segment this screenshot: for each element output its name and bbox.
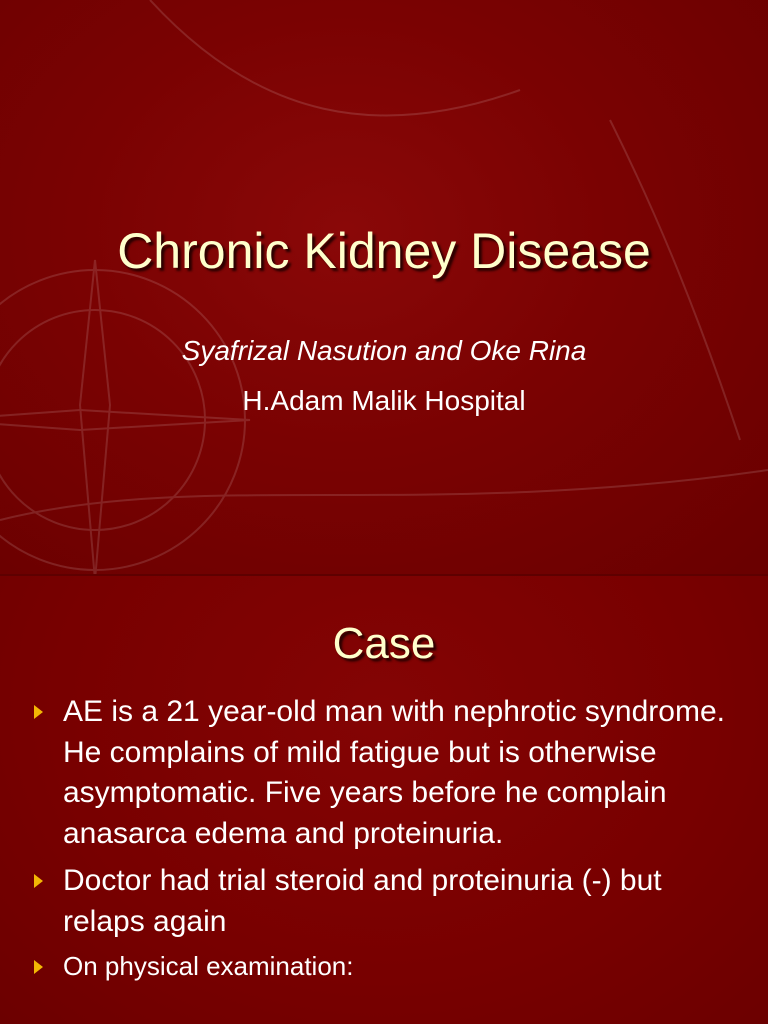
case-bullet-item [32, 861, 742, 942]
case-bullet-text: AE is a 21 year-old man with nephrotic syndrome. He complains of mild fatigue but is otherwise asymptomatic. Five years before he complain anasarca edema and proteinuria. [63, 695, 725, 850]
hospital-text: H.Adam Malik Hospital [242, 385, 526, 416]
bullet-arrow-icon [34, 705, 43, 719]
case-bullet-text: Doctor had trial steroid and proteinuria (-) but relaps again [63, 864, 662, 938]
case-bullet-item [32, 692, 742, 854]
slide-case [0, 576, 768, 1024]
authors-text: Syafrizal Nasution and Oke Rina [181, 335, 587, 366]
case-bullet-text: On physical examination: [63, 951, 354, 981]
case-bullet-list [32, 692, 742, 990]
case-title-text: Case [332, 619, 436, 668]
case-bullet-item [32, 949, 742, 983]
slide-title-text: Chronic Kidney Disease [117, 223, 651, 279]
bullet-arrow-icon [34, 960, 43, 974]
bullet-arrow-icon [34, 874, 43, 888]
